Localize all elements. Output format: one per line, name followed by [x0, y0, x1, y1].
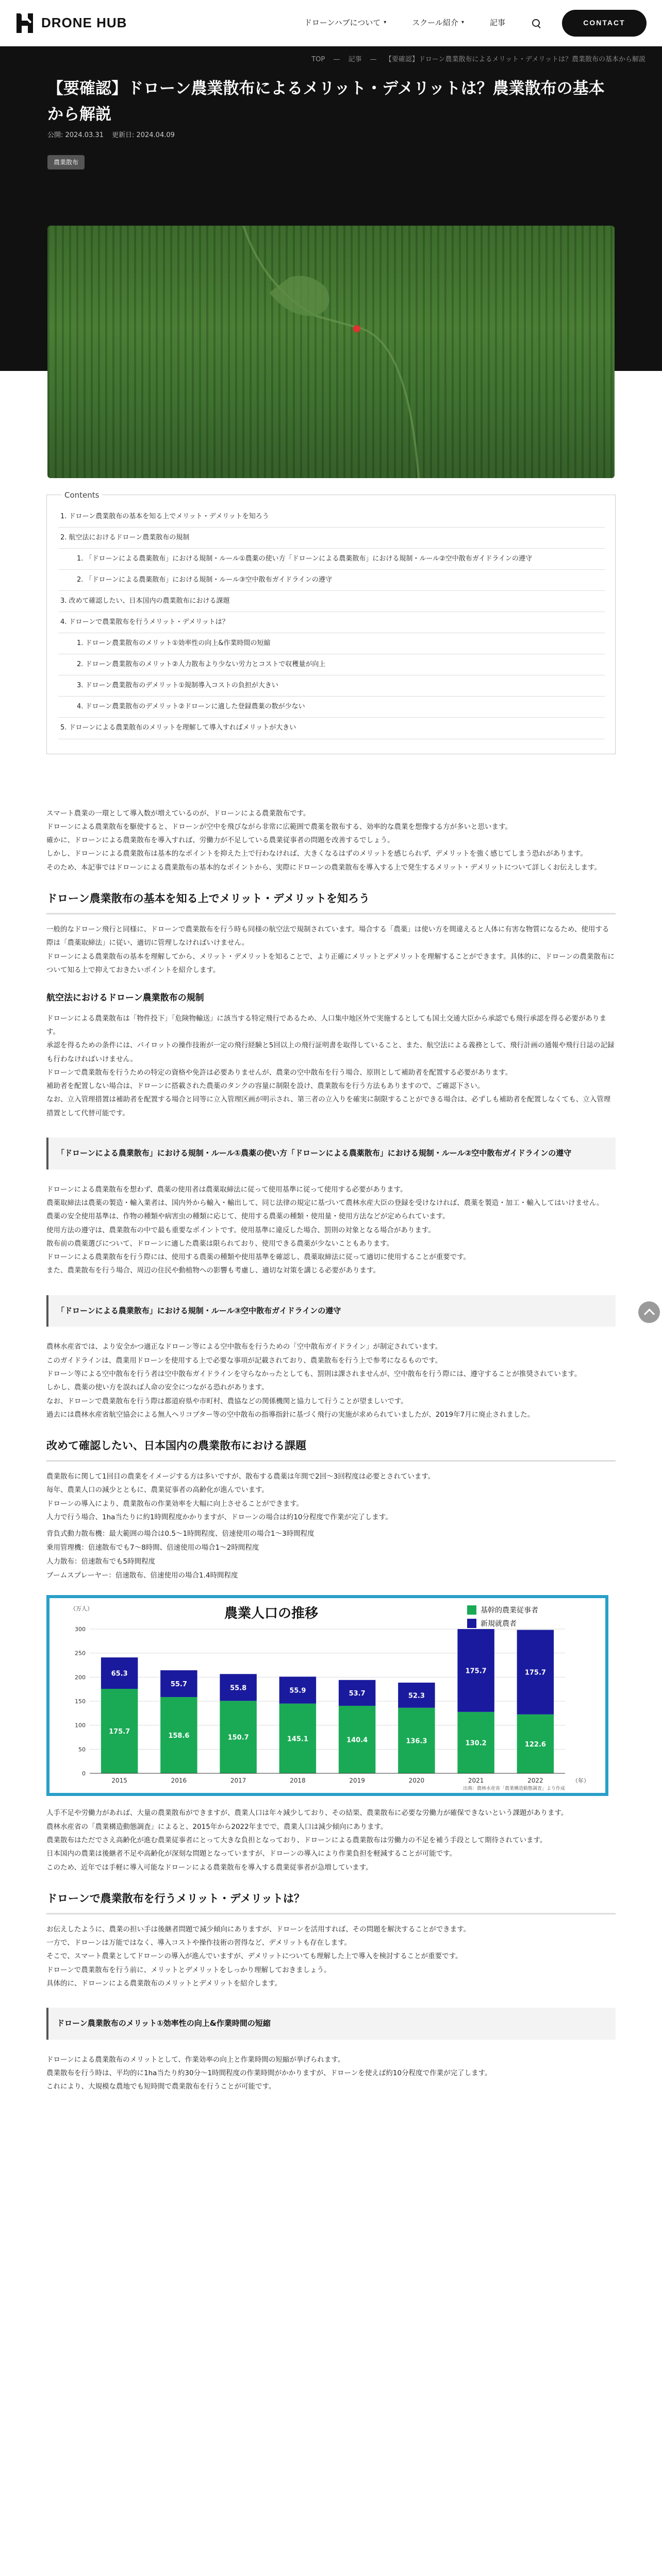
paragraph: 毎年、農業人口の減少とともに、農業従事者の高齢化が進んでいます。 [46, 1486, 269, 1495]
chart-source: 出典：農林水産省「農業構造動態調査」より作成 [462, 1786, 565, 1792]
paragraph: 承認を得るための条件には、パイロットの操作技術が一定の飛行経験と5回以上の飛行証明書を取得していること、また、航空法による義務として、飛行計画の通報や飛行日誌の記録も行わなければいけません。 [46, 1041, 615, 1063]
paragraph: なお、立入管理措置は補助者を配置する場合と同等に立入管理区画が明示され、第三者の立入りを確実に制限することができる場合は、必ずしも補助者を配置しなくても、立入管理措置として代替可能です。 [46, 1095, 611, 1117]
section-1-body [46, 923, 616, 977]
y-tick-label: 0 [82, 1770, 86, 1777]
paragraph: そこで、スマート農業としてドローンの導入が進んでいますが、デメリットについても理解した上で導入を検討することが重要です。 [46, 1952, 462, 1961]
data-label-series-2: 175.7 [524, 1669, 546, 1677]
paragraph: しかし、ドローンによる農業散布は基本的なポイントを抑えた上で行わなければ、大きくなるはずのメリットを感じられず、デメリットを強く感じてしまう恐れがあります。 [46, 850, 587, 858]
section-3-after-chart [46, 1806, 616, 1874]
y-tick-label: 300 [75, 1626, 86, 1633]
subsection-4-1-body [46, 2053, 616, 2094]
section-heading-1: ドローン農業散布の基本を知る上でメリット・デメリットを知ろう [46, 889, 616, 914]
intro-paragraphs [46, 807, 616, 875]
x-axis-label: （年） [572, 1777, 589, 1785]
drone-hub-logo-icon [16, 13, 36, 33]
paragraph: ドローンによる農業散布は「物件投下」「危険物輸送」に該当する特定飛行であるため、人口集中地区外で実施するとしても国土交通大臣から承認でも飛行承認を得る必要があります。 [46, 1014, 606, 1036]
toc-item[interactable]: 1. ドローン農業散布の基本を知る上でメリット・デメリットを知ろう [58, 506, 605, 528]
subsection-2-1-body [46, 1183, 616, 1278]
paragraph: 一方で、ドローンは万能ではなく、導入コストや操作技術の習得など、デメリットも存在します。 [46, 1938, 352, 1947]
y-tick-label: 200 [75, 1674, 86, 1681]
published-date: 公開: 2024.03.31 [47, 131, 104, 140]
x-tick-label: 2019 [349, 1777, 365, 1785]
toc-item[interactable]: 1. ドローン農業散布のメリット①効率性の向上&作業時間の短縮 [58, 633, 605, 654]
toc-item[interactable]: 4. ドローンで農業散布を行うメリット・デメリットは？ [58, 612, 605, 633]
paragraph: なお、ドローンで農業散布を行う際は都道府県や市町村、農協などの関係機関と協力して行うことが望ましいです。 [46, 1397, 408, 1405]
section-heading-2: 航空法におけるドローン農業散布の規制 [46, 993, 204, 1004]
list-item: 人力散布：倍速散布でも5時間程度 [46, 1557, 156, 1566]
subsection-heading-4-1: ドローン農業散布のメリット①効率性の向上&作業時間の短縮 [46, 2008, 616, 2040]
y-tick-label: 100 [75, 1722, 86, 1729]
data-label-series-2: 55.8 [230, 1684, 247, 1692]
paragraph: ドローンで農業散布を行う前に、メリットとデメリットをしっかり理解しておきましょう。 [46, 1965, 331, 1974]
toc-item[interactable]: 2. ドローン農業散布のメリット②人力散布より少ない労力とコストで収穫量が向上 [58, 654, 605, 675]
farm-population-chart [46, 1595, 608, 1796]
article-body [0, 754, 662, 2094]
paragraph: ドローンによる農業散布を行う際には、使用する農薬の種類や使用基準を確認し、農薬取締法に従って適切に使用することが重要です。 [46, 1253, 471, 1262]
logo-text: DRONE HUB [41, 15, 127, 31]
breadcrumb-current: 【要確認】ドローン農業散布によるメリット・デメリットは？農業散布の基本から解説 [385, 56, 646, 63]
paragraph: お伝えしたように、農業の担い手は後継者問題で減少傾向にありますが、ドローンを活用すれば、その問題を解決することができます。 [46, 1925, 471, 1934]
bar-chart-svg [49, 1598, 605, 1793]
toc-title: Contents [61, 488, 102, 503]
data-label-series-1: 150.7 [227, 1734, 249, 1742]
subsection-2-2-body [46, 1340, 616, 1421]
legend-swatch [467, 1619, 476, 1628]
section-heading-4: ドローンで農業散布を行うメリット・デメリットは？ [46, 1889, 616, 1914]
field-tractor-path [47, 226, 615, 478]
legend-label: 新規就農者 [481, 1620, 517, 1629]
site-logo[interactable] [16, 10, 127, 35]
data-label-series-1: 158.6 [168, 1732, 190, 1740]
paragraph: 農業散布に関して1回目の農業をイメージする方は多いですが、散布する農薬は年間で2回〜3回程度は必要とされています。 [46, 1472, 435, 1481]
data-label-series-2: 53.7 [349, 1690, 366, 1698]
y-tick-label: 250 [75, 1650, 86, 1657]
paragraph: 確かに、ドローンによる農業散布を導入すれば、労働力が不足している農業従事者の問題を改善するでしょう。 [46, 836, 394, 845]
paragraph: 農業散布はただでさえ高齢化が進む農業従事者にとって大きな負担となっており、ドローンによる農業散布は労働力の不足を補う手段として期待されています。 [46, 1836, 547, 1844]
nav-about[interactable]: ドローンハブについて ▾ [304, 18, 387, 27]
toc-item[interactable]: 1. 「ドローンによる農薬散布」における規制・ルール①農薬の使い方「ドローンによる農薬散布」における規制・ルール②空中散布ガイドラインの遵守 [58, 549, 605, 570]
paragraph: ドローンによる農業散布のメリットとして、作業効率の向上と作業時間の短縮が挙げられます。 [46, 2055, 345, 2064]
x-tick-label: 2018 [290, 1777, 306, 1785]
x-tick-label: 2017 [230, 1777, 246, 1785]
paragraph: 具体的に、ドローンによる農業散布のメリットとデメリットを紹介します。 [46, 1979, 282, 1988]
paragraph: 日本国内の農業は後継者不足や高齢化が深刻な問題となっていますが、ドローンの導入により作業負担を軽減することが可能です。 [46, 1850, 457, 1858]
search-icon[interactable] [531, 18, 541, 28]
paragraph: 過去には農林水産省航空協会による無人ヘリコプター等の空中散布の指導指針に基づく飛行の実施が求められていましたが、2019年7月に廃止されました。 [46, 1410, 535, 1419]
drone-marker [353, 325, 360, 332]
data-label-series-2: 65.3 [111, 1670, 128, 1678]
article-title: 【要確認】ドローン農業散布によるメリット・デメリットは？農業散布の基本から解説 [47, 79, 605, 124]
paragraph: ドローンによる農業散布の基本を理解してから、メリット・デメリットを知ることで、より正確にメリットとデメリットを理解することができます。具体的に、ドローンの農業散布について知る上で抑えておきたいポイントを紹介します。 [46, 952, 615, 974]
data-label-series-1: 130.2 [465, 1739, 487, 1748]
paragraph: 農薬の安全使用基準は、作物の種類や病害虫の種類に応じて、使用する農薬の種類・使用量・使用方法などが定められています。 [46, 1212, 450, 1221]
paragraph: これにより、大規模な農地でも短時間で農業散布を行うことが可能です。 [46, 2082, 276, 2091]
x-tick-label: 2022 [527, 1777, 543, 1785]
paragraph: ドローンによる農業散布を駆使すると、ドローンが空中を飛びながら非常に広範囲で農薬を散布する、効率的な農業を想像する方が多いと思います。 [46, 822, 512, 831]
toc-item[interactable]: 5. ドローンによる農業散布のメリットを理解して導入すればメリットが大きい [58, 718, 605, 739]
data-label-series-2: 55.7 [170, 1681, 187, 1689]
updated-date: 更新日: 2024.04.09 [111, 131, 175, 140]
x-tick-label: 2015 [111, 1777, 127, 1785]
paragraph: そのため、本記事ではドローンによる農業散布の基本的なポイントから、実際にドローンの農業散布を導入する上で発生するメリット・デメリットについて詳しくお伝えします。 [46, 863, 601, 872]
breadcrumb-top[interactable]: TOP [311, 56, 325, 63]
paragraph: 散布前の農薬選びについて、ドローンに適した農薬は限られており、使用できる農薬が少ないこともあります。 [46, 1239, 394, 1248]
paragraph: しかし、農薬の使い方を誤れば人命の安全につながる恐れがあります。 [46, 1383, 269, 1392]
paragraph: 使用方法の遵守は、農業散布の中で最も重要なポイントです。使用基準に違反した場合、罰則の対象となる場合があります。 [46, 1226, 435, 1234]
list-item: 背負式動力散布機：最大範囲の場合は0.5〜1時間程度、倍速使用の場合1〜3時間程度 [46, 1530, 315, 1538]
paragraph: 農林水産省の「農業構造動態調査」によると、2015年から2022年までで、農業人口は減少傾向にあります。 [46, 1822, 388, 1831]
paragraph: ドローンで農業散布を行うための特定の資格や免許は必要ありませんが、農業の空中散布を行う場合、原則として補助者を配置する必要があります。 [46, 1068, 512, 1077]
table-of-contents [46, 490, 616, 754]
toc-item[interactable]: 4. ドローン農業散布のデメリット②ドローンに適した登録農薬の数が少ない [58, 697, 605, 718]
paragraph: 人手不足や労働力があれば、大量の農業散布ができますが、農業人口は年々減少しており、その結果、農業散布に必要な労働力が確保できないという課題があります。 [46, 1809, 568, 1818]
legend-label: 基幹的農業従事者 [481, 1606, 538, 1615]
paragraph: このため、近年では手軽に導入可能なドローンによる農業散布を導入する農業従事者が急増しています。 [46, 1863, 373, 1872]
list-item: ブームスプレーヤー：倍速散布、倍速使用の場合1.4時間程度 [46, 1571, 238, 1580]
chart-title: 農業人口の推移 [224, 1606, 319, 1622]
top-navigation-bar [0, 0, 662, 46]
paragraph: また、農業散布を行う場合、周辺の住民や動植物への影響も考慮し、適切な対策を講じる必要があります。 [46, 1266, 380, 1275]
breadcrumb: TOP — 記事 — 【要確認】ドローン農業散布によるメリット・デメリットは？農業散布の基本から解説 [311, 56, 646, 63]
paragraph: 人力で行う場合、1ha当たりに約1時間程度かかりますが、ドローンの場合は約10分程度で作業が完了します。 [46, 1513, 392, 1521]
article-hero [0, 46, 662, 371]
list-item: 乗用管理機：倍速散布でも7〜8時間、倍速使用の場合1〜2時間程度 [46, 1544, 259, 1552]
x-tick-label: 2020 [408, 1777, 425, 1785]
paragraph: 農薬取締法は農薬の製造・輸入業者は、国内外から輸入・輸出して、同じ法律の規定に基づいて農林水産大臣の登録を受けなければ、農薬を製造・加工・輸入してはいけません。 [46, 1198, 604, 1207]
y-tick-label: 50 [78, 1746, 86, 1753]
paragraph: 農林水産省では、より安全かつ適正なドローン等による空中散布を行うための「空中散布ガイドライン」が制定されています。 [46, 1343, 442, 1351]
chevron-down-icon: ▾ [384, 20, 387, 26]
data-label-series-1: 140.4 [346, 1736, 368, 1744]
paragraph: 農業散布を行う時は、平均的に1ha当たり約30分〜1時間程度の作業時間がかかりますが、ドローンを使えば約10分程度で作業が完了します。 [46, 2069, 492, 2078]
paragraph: ドローン等による空中散布を行う者は空中散布ガイドラインを守らなかったとしても、罰則は課されませんが、空中散布を行う際には、遵守することが推奨されています。 [46, 1369, 582, 1378]
toc-item[interactable]: 3. 改めて確認したい、日本国内の農業散布における課題 [58, 591, 605, 612]
data-label-series-1: 145.1 [287, 1735, 308, 1743]
main-nav [304, 10, 647, 37]
chevron-down-icon: ▾ [461, 20, 464, 26]
paragraph: ドローンによる農業散布を想わず、農薬の使用者は農薬取締法に従って使用基準に従って使用する必要があります。 [46, 1185, 407, 1194]
section-4-body [46, 1923, 616, 1991]
toc-list [58, 506, 605, 739]
contact-button[interactable]: CONTACT [562, 10, 647, 37]
work-time-list [46, 1527, 616, 1583]
paragraph: ドローンの導入により、農業散布の作業効率を大幅に向上させることができます。 [46, 1499, 304, 1508]
paragraph: スマート農業の一環として導入数が増えているのが、ドローンによる農業散布です。 [46, 809, 310, 818]
hero-image-drone-over-field [47, 226, 615, 478]
data-label-series-1: 136.3 [406, 1737, 427, 1745]
section-2-body [46, 1012, 616, 1121]
scroll-to-top-button[interactable] [638, 1301, 660, 1323]
y-tick-label: 150 [75, 1698, 86, 1705]
nav-articles[interactable]: 記事 [489, 18, 505, 27]
data-label-series-2: 175.7 [465, 1667, 487, 1675]
paragraph: このガイドラインは、農業用ドローンを使用する上で必要な事項が記載されており、農業散布を行う上で参考になるものです。 [46, 1356, 442, 1365]
paragraph: 補助者を配置しない場合は、ドローンに搭載された農薬のタンクの容量に制限を設け、農業散布を行う方法もありますので、ご確認下さい。 [46, 1082, 485, 1091]
data-label-series-2: 52.3 [408, 1692, 425, 1700]
y-axis-label: （万人） [70, 1605, 93, 1613]
toc-item[interactable]: 2. 航空法におけるドローン農業散布の規制 [58, 528, 605, 549]
paragraph: 一般的なドローン飛行と同様に、ドローンで農業散布を行う時も同様の航空法で規制されています。場合する「農薬」は使い方を間違えると人体に有害な物質になるため、使用する際は「農薬取締法」に従い、適切に管理しなければいけません。 [46, 925, 609, 947]
section-3-body [46, 1470, 616, 1524]
subsection-heading-2-1: 「ドローンによる農業散布」における規制・ルール①農薬の使い方「ドローンによる農薬散布」における規制・ルール②空中散布ガイドラインの遵守 [46, 1138, 616, 1170]
breadcrumb-articles[interactable]: 記事 [348, 56, 362, 63]
nav-schools[interactable]: スクール紹介 ▾ [412, 18, 464, 27]
data-label-series-1: 175.7 [109, 1728, 130, 1736]
data-label-series-2: 55.9 [289, 1687, 306, 1695]
x-tick-label: 2021 [468, 1777, 484, 1785]
legend-swatch [467, 1605, 476, 1615]
article-dates [47, 129, 615, 142]
data-label-series-1: 122.6 [524, 1741, 546, 1749]
section-heading-3: 改めて確認したい、日本国内の農業散布における課題 [46, 1436, 616, 1462]
subsection-heading-2-2: 「ドローンによる農業散布」における規制・ルール③空中散布ガイドラインの遵守 [46, 1295, 616, 1327]
x-tick-label: 2016 [171, 1777, 187, 1785]
category-tag[interactable]: 農業散布 [47, 155, 85, 170]
toc-item[interactable]: 2. 「ドローンによる農薬散布」における規制・ルール③空中散布ガイドラインの遵守 [58, 570, 605, 591]
toc-item[interactable]: 3. ドローン農業散布のデメリット①規制導入コストの負担が大きい [58, 675, 605, 697]
